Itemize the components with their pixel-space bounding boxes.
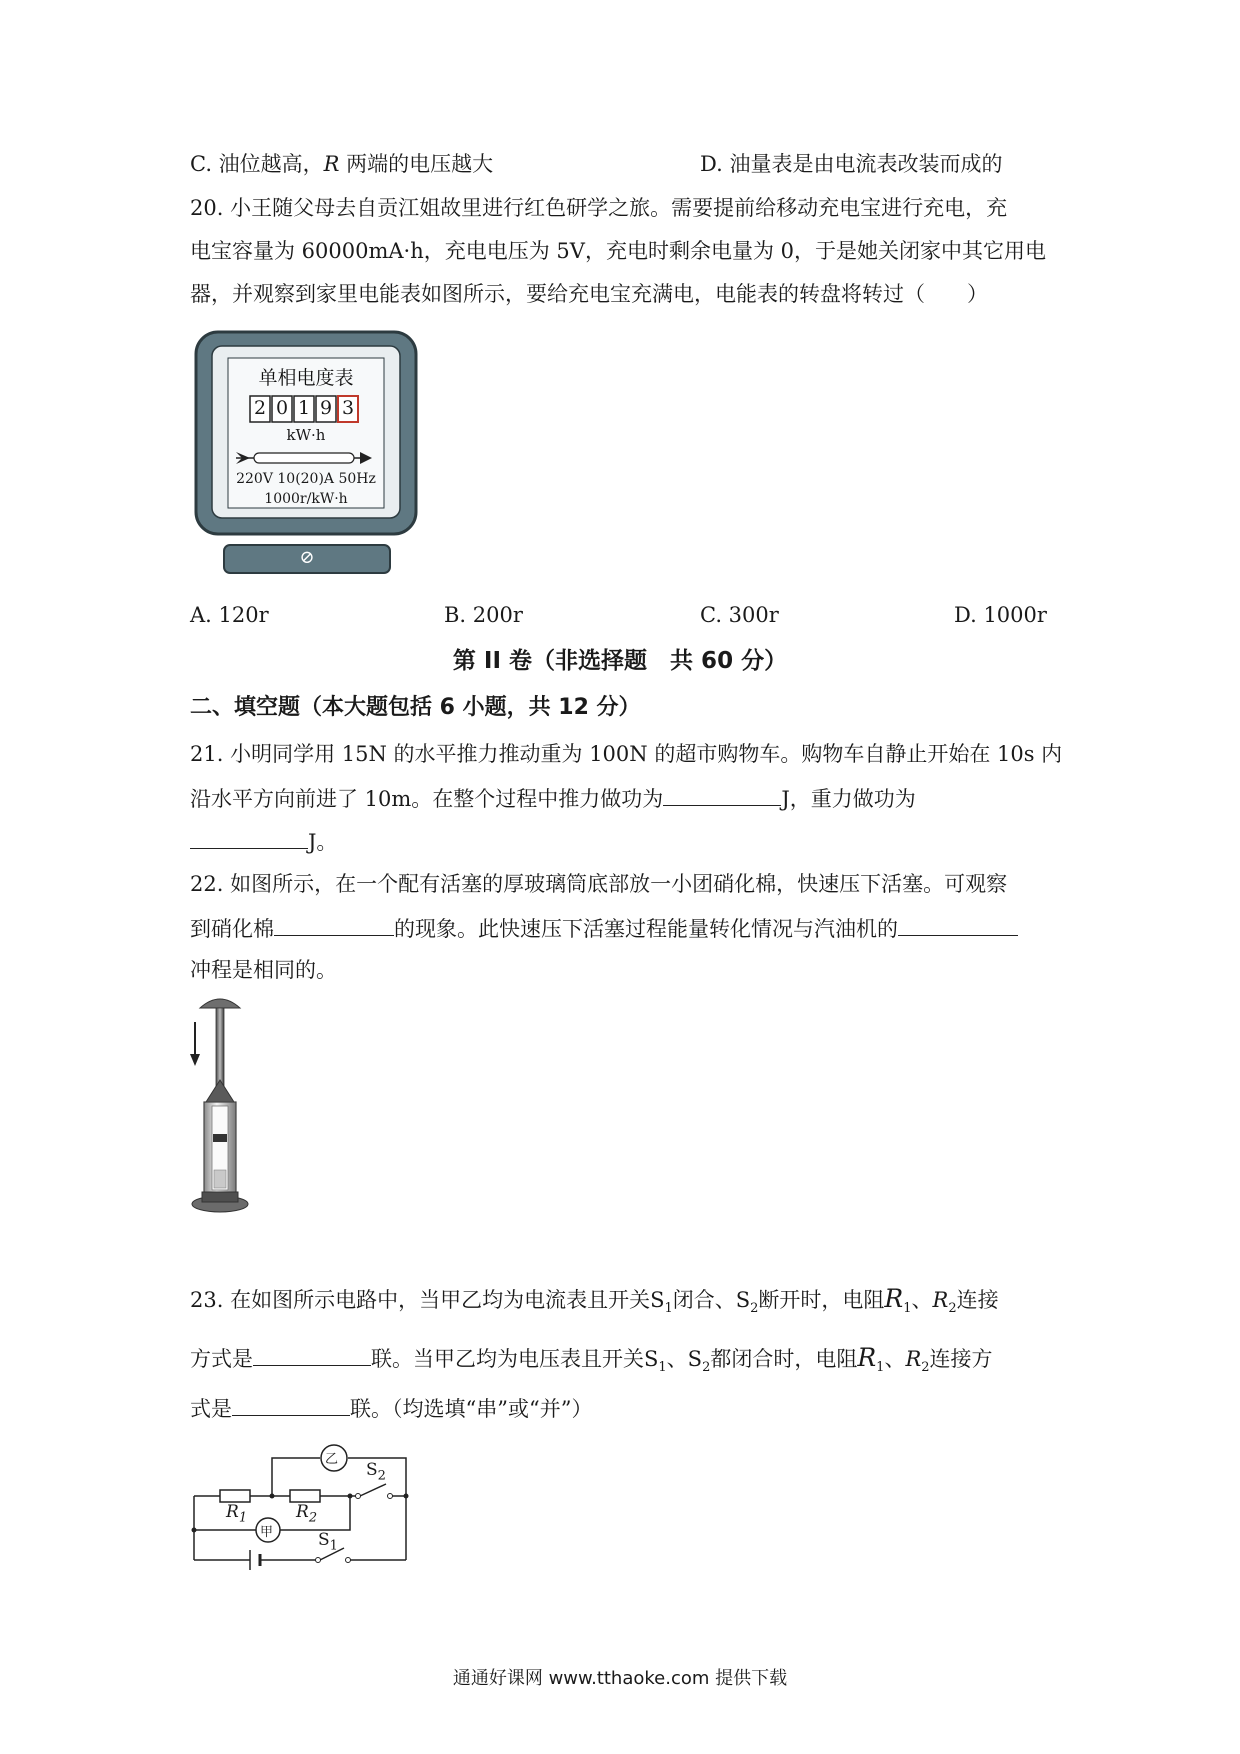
circuit-label-r2: $R_2$ xyxy=(296,1502,318,1526)
meter-spec: 220V 10(20)A 50Hz xyxy=(236,471,376,487)
q20-option-c: C. 300r xyxy=(700,603,779,627)
meter-title: 单相电度表 xyxy=(258,367,354,389)
meter-knob-icon: ⊘ xyxy=(299,547,315,568)
meter-digit-2: 0 xyxy=(275,397,289,419)
circuit-label-r1: $R_1$ xyxy=(226,1502,248,1526)
resistor-r1-symbol xyxy=(220,1490,250,1502)
q22-line-2: 到硝化棉 的现象。此快速压下活塞过程能量转化情况与汽油机的 xyxy=(190,913,1018,944)
q22-line-3: 冲程是相同的。 xyxy=(190,958,337,982)
piston-cylinder-drawing xyxy=(188,994,260,1218)
resistor-r2-symbol xyxy=(290,1490,320,1502)
q19-option-c: C. 油位越高，R 两端的电压越大 xyxy=(190,152,494,176)
q23-blank-1[interactable] xyxy=(253,1343,371,1366)
part2-title: 第 II 卷（非选择题 共 60 分） xyxy=(452,648,788,674)
q23-line-1: 23. 在如图所示电路中，当甲乙均为电流表且开关$S_1$闭合、$S_2$断开时，电阻$R_1$、$R_2$连接 xyxy=(190,1284,999,1317)
circuit-diagram xyxy=(190,1434,420,1584)
meter-digit-4: 9 xyxy=(319,397,333,419)
q21-line-1: 21. 小明同学用 15N 的水平推力推动重为 100N 的超市购物车。购物车自静止开始在 10s 内 xyxy=(190,742,1063,766)
circuit-label-s1: $S_1$ xyxy=(318,1530,338,1554)
q20-line-1: 20. 小王随父母去自贡江姐故里进行红色研学之旅。需要提前给移动充电宝进行充电，充 xyxy=(190,196,1008,220)
q20-line-2: 电宝容量为 60000mA·h，充电电压为 5V，充电时剩余电量为 0，于是她关闭家中其它用电 xyxy=(190,239,1046,263)
meter-unit: kW·h xyxy=(286,426,326,444)
meter-digit-5: 3 xyxy=(341,397,355,419)
q21-line-3: J。 xyxy=(190,826,337,857)
page-footer: 通通好课网 www.tthaoke.com 提供下载 xyxy=(452,1668,788,1689)
energy-meter-figure xyxy=(192,328,422,578)
q20-option-a: A. 120r xyxy=(190,603,269,627)
q20-option-d: D. 1000r xyxy=(954,603,1047,627)
q21-blank-2[interactable] xyxy=(190,826,308,849)
q22-blank-2[interactable] xyxy=(898,913,1018,936)
meter-rate: 1000r/kW·h xyxy=(264,491,348,507)
q20-line-3: 器，并观察到家里电能表如图所示，要给充电宝充满电，电能表的转盘将转过（ ） xyxy=(190,282,988,306)
q19-option-d: D. 油量表是由电流表改装而成的 xyxy=(700,152,1003,176)
meter-disc-window xyxy=(236,452,372,464)
q20-option-b: B. 200r xyxy=(444,603,523,627)
q23-line-2: 方式是 联。当甲乙均为电压表且开关$S_1$、$S_2$都闭合时，电阻$R_1$、$R_2$连接方 xyxy=(190,1343,993,1376)
q23-blank-2[interactable] xyxy=(232,1393,350,1416)
circuit-label-s2: $S_2$ xyxy=(366,1460,386,1484)
q21-line-2: 沿水平方向前进了 10m。在整个过程中推力做功为 J，重力做功为 xyxy=(190,783,916,814)
q21-blank-1[interactable] xyxy=(663,783,781,806)
circuit-label-jia: 甲 xyxy=(260,1525,274,1540)
piston-cylinder-figure xyxy=(188,994,260,1218)
q22-line-1: 22. 如图所示，在一个配有活塞的厚玻璃筒底部放一小团硝化棉，快速压下活塞。可观察 xyxy=(190,872,1008,896)
q23-line-3: 式是 联。（均选填“串”或“并”） xyxy=(190,1393,592,1424)
meter-digit-3: 1 xyxy=(297,397,311,419)
q22-blank-1[interactable] xyxy=(274,913,394,936)
section2-title: 二、填空题（本大题包括 6 小题，共 12 分） xyxy=(190,695,641,720)
meter-digit-1: 2 xyxy=(253,397,267,419)
circuit-label-yi: 乙 xyxy=(325,1452,339,1467)
